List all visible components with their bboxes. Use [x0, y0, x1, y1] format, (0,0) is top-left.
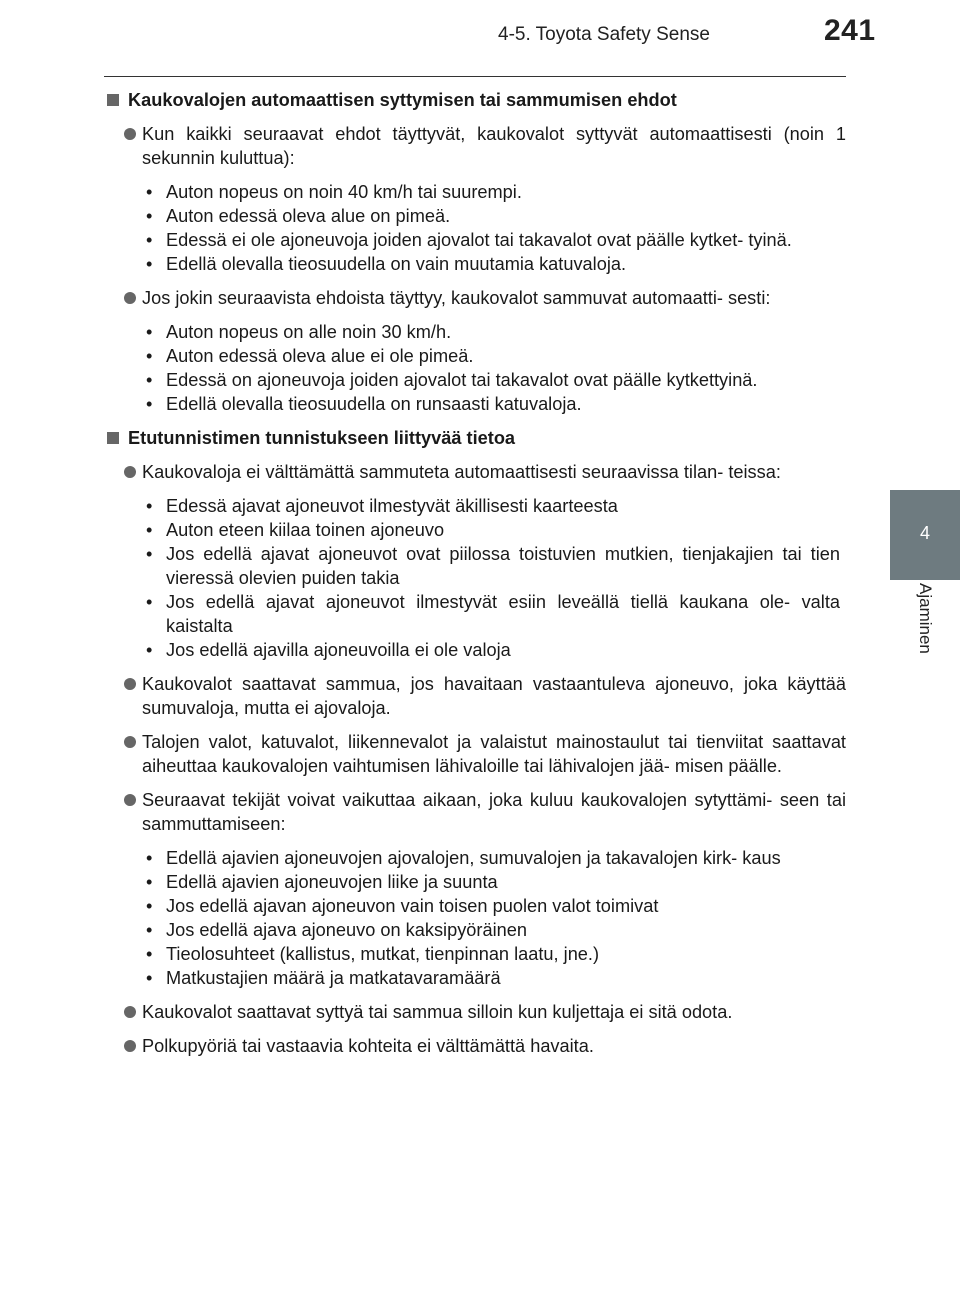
- sub-list: [104, 320, 846, 416]
- sub-list-item: • Auton edessä oleva alue ei ole pimeä.: [142, 344, 846, 368]
- page-content: [104, 88, 846, 1068]
- round-bullet-icon: [124, 128, 136, 140]
- sub-list-item: • Auton nopeus on alle noin 30 km/h.: [142, 320, 846, 344]
- bullet-item-text: Kaukovalot saattavat syttyä tai sammua silloin kun kuljettaja ei sitä odota.: [142, 1002, 733, 1022]
- sub-list-item: • Jos edellä ajava ajoneuvo on kaksipyöräinen: [142, 918, 846, 942]
- sub-list-item: • Edessä ajavat ajoneuvot ilmestyvät äkillisesti kaarteesta: [142, 494, 846, 518]
- round-bullet-icon: [124, 736, 136, 748]
- bullet-item: [104, 1000, 846, 1024]
- bullet-item: [104, 730, 846, 778]
- sub-list-item: • Edellä olevalla tieosuudella on runsaasti katuvaloja.: [142, 392, 846, 416]
- page-number: 241: [824, 14, 876, 47]
- section-heading: [104, 88, 846, 112]
- chapter-label-text: Ajaminen: [916, 583, 935, 654]
- sub-list-item: • Edellä olevalla tieosuudella on vain muutamia katuvaloja.: [142, 252, 846, 276]
- square-bullet-icon: [107, 432, 119, 444]
- sub-list: [104, 494, 846, 662]
- header-divider: [104, 76, 846, 77]
- bullet-item: [104, 788, 846, 836]
- round-bullet-icon: [124, 466, 136, 478]
- sub-list-item: • Auton edessä oleva alue on pimeä.: [142, 204, 846, 228]
- sub-list: [104, 846, 846, 990]
- sub-list-item: • Jos edellä ajavilla ajoneuvoilla ei ole valoja: [142, 638, 846, 662]
- bullet-item-text: Polkupyöriä tai vastaavia kohteita ei välttämättä havaita.: [142, 1036, 594, 1056]
- round-bullet-icon: [124, 1006, 136, 1018]
- bullet-item-text: Kaukovalot saattavat sammua, jos havaitaan vastaantuleva ajoneuvo, joka käyttää sumuvaloja, mutta ei ajovaloja.: [142, 674, 846, 718]
- bullet-item: [104, 672, 846, 720]
- chapter-number: 4: [919, 523, 930, 543]
- bullet-item-text: Kun kaikki seuraavat ehdot täyttyvät, kaukovalot syttyvät automaattisesti (noin 1 sekunnin kuluttua):: [142, 124, 846, 168]
- section-title: 4-5. Toyota Safety Sense: [498, 24, 710, 45]
- sub-list-item: • Edellä ajavien ajoneuvojen ajovalojen, sumuvalojen ja takavalojen kirk- kaus: [142, 846, 846, 870]
- bullet-item: [104, 1034, 846, 1058]
- sub-list: [104, 180, 846, 276]
- round-bullet-icon: [124, 1040, 136, 1052]
- round-bullet-icon: [124, 794, 136, 806]
- bullet-item: [104, 460, 846, 484]
- bullet-item: [104, 122, 846, 170]
- round-bullet-icon: [124, 678, 136, 690]
- bullet-item-text: Seuraavat tekijät voivat vaikuttaa aikaan, joka kuluu kaukovalojen sytyttämi- seen tai sammuttamiseen:: [142, 790, 846, 834]
- sub-list-item: • Jos edellä ajavat ajoneuvot ovat piilossa toistuvien mutkien, tienjakajien tai tien vieressä olevien puiden takia: [142, 542, 846, 590]
- sub-list-item: • Edessä ei ole ajoneuvoja joiden ajovalot tai takavalot ovat päälle kytket- tyinä.: [142, 228, 846, 252]
- sub-list-item: • Auton nopeus on noin 40 km/h tai suurempi.: [142, 180, 846, 204]
- section-heading-text: Etutunnistimen tunnistukseen liittyvää tietoa: [128, 428, 516, 448]
- sub-list-item: • Matkustajien määrä ja matkatavaramäärä: [142, 966, 846, 990]
- sub-list-item: • Edessä on ajoneuvoja joiden ajovalot tai takavalot ovat päälle kytkettyinä.: [142, 368, 846, 392]
- chapter-tab: [890, 490, 960, 580]
- section-heading: [104, 426, 846, 450]
- bullet-item-text: Kaukovaloja ei välttämättä sammuteta automaattisesti seuraavissa tilan- teissa:: [142, 462, 781, 482]
- bullet-item: [104, 286, 846, 310]
- section-heading-text: Kaukovalojen automaattisen syttymisen tai sammumisen ehdot: [128, 90, 677, 110]
- sub-list-item: • Auton eteen kiilaa toinen ajoneuvo: [142, 518, 846, 542]
- square-bullet-icon: [107, 94, 119, 106]
- bullet-item-text: Jos jokin seuraavista ehdoista täyttyy, kaukovalot sammuvat automaatti- sesti:: [142, 288, 771, 308]
- sub-list-item: • Jos edellä ajavan ajoneuvon vain toisen puolen valot toimivat: [142, 894, 846, 918]
- sub-list-item: • Jos edellä ajavat ajoneuvot ilmestyvät esiin leveällä tiellä kaukana ole- valta kaistalta: [142, 590, 846, 638]
- round-bullet-icon: [124, 292, 136, 304]
- sub-list-item: • Edellä ajavien ajoneuvojen liike ja suunta: [142, 870, 846, 894]
- bullet-item-text: Talojen valot, katuvalot, liikennevalot ja valaistut mainostaulut tai tienviitat saattavat aiheuttaa kaukovalojen vaihtumisen lähivaloille tai lähivalojen jää- misen päälle.: [142, 732, 846, 776]
- sub-list-item: • Tieolosuhteet (kallistus, mutkat, tienpinnan laatu, jne.): [142, 942, 846, 966]
- chapter-label: [893, 583, 957, 673]
